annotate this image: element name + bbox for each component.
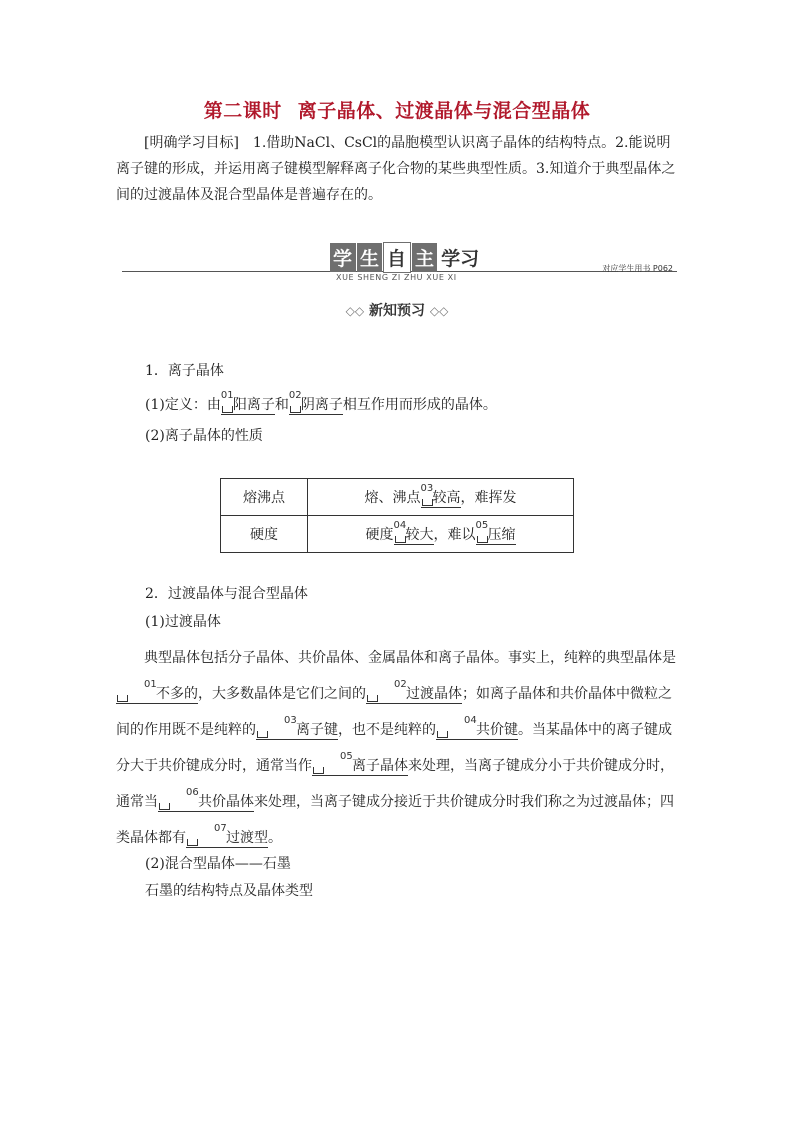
blank-answer: 阴离子 xyxy=(300,397,343,413)
lesson-title xyxy=(0,96,794,123)
blank-p07 xyxy=(186,823,268,848)
blank-answer: 离子晶体 xyxy=(352,758,408,774)
table-cell-value xyxy=(308,479,574,516)
table-row xyxy=(221,516,574,553)
paragraph-text: 。当某晶体中的离子键成分大于共价键成分时，通常当作 xyxy=(116,722,672,774)
blank-answer: 阳离子 xyxy=(232,397,275,413)
banner-pinyin: XUE SHENG ZI ZHU XUE XI xyxy=(336,273,457,282)
blank-answer: 离子键 xyxy=(296,722,338,738)
properties-heading: (2)离子晶体的性质 xyxy=(145,428,263,444)
blank-answer: 过渡晶体 xyxy=(406,686,462,702)
blank-answer: 共价晶体 xyxy=(198,794,254,810)
cell-text: 熔、沸点 xyxy=(364,489,421,506)
blank-02 xyxy=(288,390,343,415)
banner-char-3: 自 xyxy=(383,242,411,273)
section-1-heading: 1．离子晶体 xyxy=(145,363,224,379)
lesson-topic: 离子晶体、过渡晶体与混合型晶体 xyxy=(297,100,591,122)
blank-answer: 压缩 xyxy=(487,526,516,543)
lesson-number: 第二课时 xyxy=(203,100,282,122)
paragraph-text: ，大多数晶体是它们之间的 xyxy=(198,686,366,702)
blank-p05 xyxy=(312,751,408,776)
definition-line xyxy=(145,390,497,415)
blank-number: 01 xyxy=(144,679,157,690)
blank-05 xyxy=(475,519,516,545)
banner-char-1: 学 xyxy=(330,243,356,272)
section-2-heading: 2．过渡晶体与混合型晶体 xyxy=(145,586,308,602)
banner-char-5: 学习 xyxy=(441,247,480,270)
blank-marker-icon xyxy=(437,731,448,738)
left-diamond-icon: ◇◇ xyxy=(345,304,365,318)
definition-mid: 和 xyxy=(274,397,289,413)
blank-answer: 共价键 xyxy=(476,722,518,738)
properties-table xyxy=(220,478,574,553)
section-banner xyxy=(122,243,677,282)
blank-answer: 较高 xyxy=(432,489,461,506)
blank-marker-icon xyxy=(367,695,378,702)
right-diamond-icon: ◇◇ xyxy=(429,304,449,318)
blank-p06 xyxy=(158,787,254,812)
blank-01 xyxy=(220,390,275,415)
banner-char-2: 生 xyxy=(357,243,382,272)
blank-marker-icon xyxy=(422,499,433,506)
blank-number: 03 xyxy=(420,482,434,494)
blank-number: 05 xyxy=(340,751,353,762)
cell-text: ，难挥发 xyxy=(460,489,517,506)
blank-marker-icon xyxy=(477,536,488,543)
definition-suffix: 相互作用而形成的晶体。 xyxy=(342,397,497,413)
blank-number: 07 xyxy=(214,823,227,834)
graphite-heading: (2)混合型晶体——石墨 xyxy=(145,856,291,872)
paragraph-text: 来处理，当离子键成分接近于共价键成分时我们称之为过渡晶体；四类晶体都有 xyxy=(116,794,674,846)
blank-p04 xyxy=(436,715,518,740)
blank-marker-icon xyxy=(117,695,128,702)
blank-p03 xyxy=(256,715,338,740)
cell-text: ，难以 xyxy=(433,526,476,543)
paragraph-text: ；如离子晶体和共价晶体中微粒之间的作用既不是纯粹的 xyxy=(116,686,672,738)
banner-char-4: 主 xyxy=(412,243,437,272)
blank-p01 xyxy=(116,679,198,704)
blank-number: 03 xyxy=(284,715,297,726)
blank-number: 01 xyxy=(220,390,234,401)
cell-text: 硬度 xyxy=(365,526,394,543)
table-cell-label: 熔沸点 xyxy=(221,479,308,516)
transition-crystal-paragraph xyxy=(116,640,682,856)
blank-marker-icon xyxy=(395,536,406,543)
blank-marker-icon xyxy=(187,839,198,846)
blank-answer: 不多的 xyxy=(156,686,198,702)
blank-number: 02 xyxy=(394,679,407,690)
blank-marker-icon xyxy=(222,406,233,413)
paragraph-text: 典型晶体包括分子晶体、共价晶体、金属晶体和离子晶体。事实上，纯粹的典型晶体是 xyxy=(144,650,676,666)
blank-marker-icon xyxy=(257,731,268,738)
blank-marker-icon xyxy=(313,767,324,774)
blank-number: 02 xyxy=(288,390,302,401)
table-row xyxy=(221,479,574,516)
blank-p02 xyxy=(366,679,462,704)
blank-number: 04 xyxy=(393,519,407,531)
blank-answer: 过渡型 xyxy=(226,830,268,846)
definition-prefix: (1)定义：由 xyxy=(145,397,221,413)
table-cell-value xyxy=(308,516,574,553)
blank-04 xyxy=(393,519,434,545)
blank-number: 05 xyxy=(475,519,489,531)
graphite-description: 石墨的结构特点及晶体类型 xyxy=(145,883,313,899)
learning-goals: [明确学习目标] 1.借助NaCl、CsCl的晶胞模型认识离子晶体的结构特点。2.能说明离子键的形成，并运用离子键模型解释离子化合物的某些典型性质。3.知道介于典型晶体之间的过渡晶体及混合型晶体是普遍存在的。 xyxy=(116,135,676,203)
paragraph-text: 来处理，当离子键成分小于共价键成分时，通常当 xyxy=(116,758,674,810)
banner-label xyxy=(330,243,483,271)
subsection-heading xyxy=(0,300,794,320)
subsection-heading-text: 新知预习 xyxy=(369,303,425,319)
blank-03 xyxy=(420,482,461,508)
blank-marker-icon xyxy=(290,406,301,413)
table-cell-label: 硬度 xyxy=(221,516,308,553)
blank-number: 04 xyxy=(464,715,477,726)
blank-answer: 较大 xyxy=(405,526,434,543)
blank-marker-icon xyxy=(159,803,170,810)
page-reference: 对应学生用书 P062 xyxy=(602,264,673,273)
blank-number: 06 xyxy=(186,787,199,798)
paragraph-text: ，也不是纯粹的 xyxy=(338,722,436,738)
paragraph-text: 。 xyxy=(268,830,282,846)
transition-crystal-heading: (1)过渡晶体 xyxy=(145,614,221,630)
